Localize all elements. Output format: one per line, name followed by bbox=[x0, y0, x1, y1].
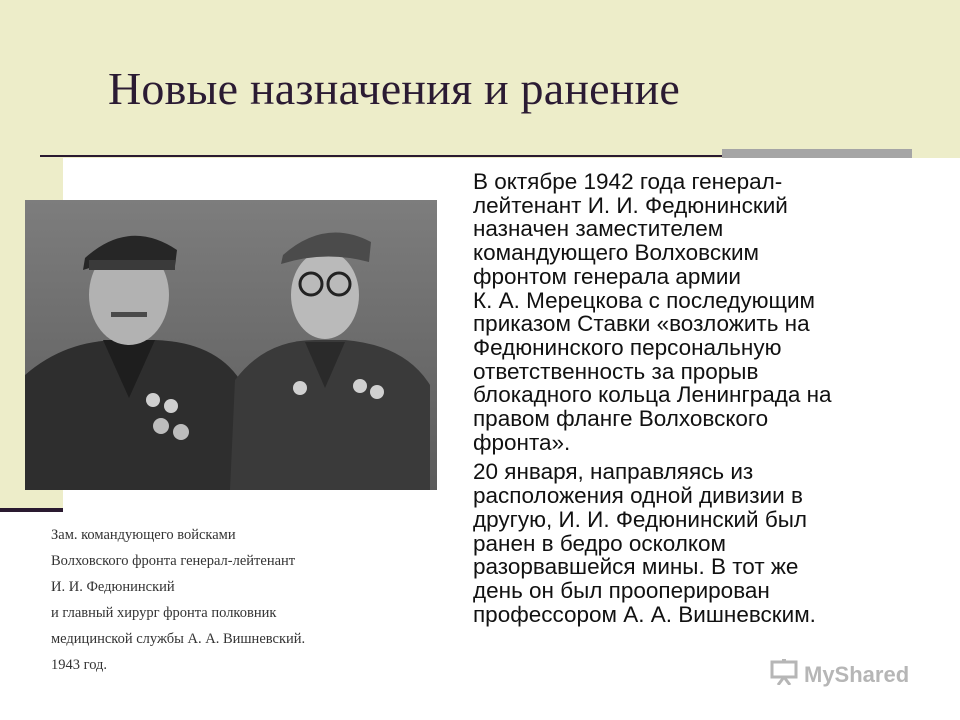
text-line: ответственность за прорыв bbox=[473, 358, 759, 384]
photo-two-officers bbox=[25, 200, 437, 490]
historical-photo bbox=[25, 200, 437, 490]
text-line: К. А. Мерецкова с последующим bbox=[473, 287, 816, 313]
text-line: ранен в бедро осколком bbox=[473, 530, 726, 556]
text-line: профессором А. А. Вишневским. bbox=[473, 601, 816, 627]
text-line: правом фланге Волховского bbox=[473, 406, 769, 432]
caption-line: Зам. командующего войсками bbox=[51, 527, 236, 543]
text-line: командующего Волховским bbox=[473, 240, 760, 266]
text-line: фронта». bbox=[473, 429, 571, 455]
text-line: 20 января, направляясь из bbox=[473, 459, 754, 485]
presentation-board-icon bbox=[770, 659, 798, 691]
caption-line: И. И. Федюнинский bbox=[51, 579, 175, 595]
text-line: приказом Ставки «возложить на bbox=[473, 311, 810, 337]
slide-body-text bbox=[473, 170, 933, 632]
text-line: фронтом генерала армии bbox=[473, 263, 741, 289]
title-divider-accent bbox=[722, 149, 912, 158]
text-line: Федюнинского персональную bbox=[473, 334, 782, 360]
caption-line: Волховского фронта генерал-лейтенант bbox=[51, 553, 296, 569]
caption-line: 1943 год. bbox=[51, 657, 108, 673]
text-line: лейтенант И. И. Федюнинский bbox=[473, 192, 788, 218]
caption-line: и главный хирург фронта полковник bbox=[51, 605, 277, 621]
site-watermark bbox=[770, 660, 909, 690]
paragraph-wound bbox=[473, 460, 933, 626]
text-line: расположения одной дивизии в bbox=[473, 483, 803, 509]
watermark-text: MyShared bbox=[804, 662, 910, 687]
text-line: назначен заместителем bbox=[473, 216, 724, 242]
left-band-underline bbox=[0, 508, 63, 512]
text-line: другую, И. И. Федюнинский был bbox=[473, 506, 808, 532]
caption-line: медицинской службы А. А. Вишневский. bbox=[51, 631, 306, 647]
text-line: блокадного кольца Ленинграда на bbox=[473, 382, 832, 408]
photo-caption bbox=[51, 522, 305, 678]
text-line: день он был прооперирован bbox=[473, 577, 770, 603]
text-line: разорвавшейся мины. В тот же bbox=[473, 554, 799, 580]
slide-title: Новые назначения и ранение bbox=[108, 63, 681, 114]
paragraph-appointment bbox=[473, 170, 933, 454]
text-line: В октябре 1942 года генерал- bbox=[473, 169, 783, 194]
